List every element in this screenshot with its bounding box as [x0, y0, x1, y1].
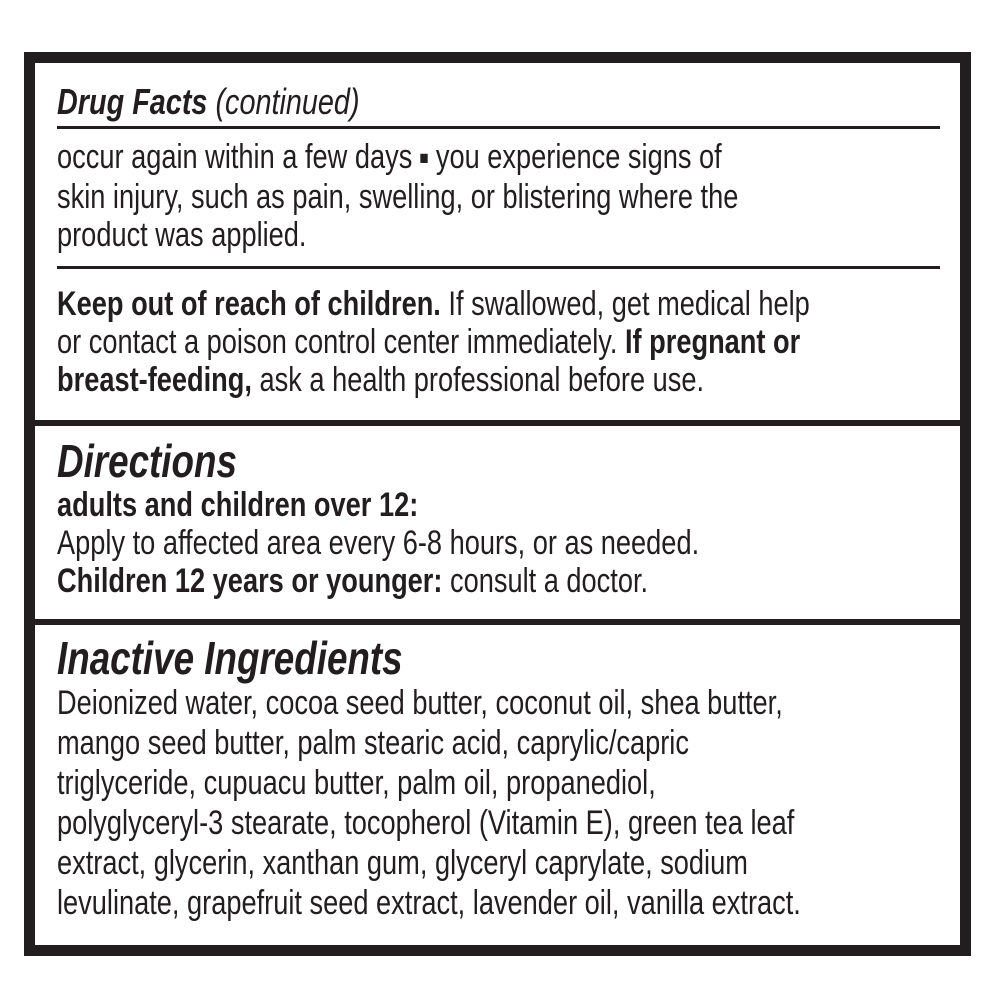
section-rule [57, 266, 940, 269]
directions-subhead: adults and children over 12: [57, 486, 419, 524]
drug-facts-header [57, 83, 763, 121]
keep-out-paragraph [57, 285, 940, 399]
square-bullet-icon: ■ [419, 148, 429, 169]
drug-facts-title: Drug Facts [57, 81, 208, 122]
warnings-section [35, 83, 960, 399]
inactive-ingredients-section [35, 625, 960, 923]
keep-out-line: or contact a poison control center immediately. If pregnant or [57, 323, 801, 361]
directions-line: Apply to affected area every 6-8 hours, or as needed. [57, 524, 700, 562]
drug-facts-label [24, 52, 971, 956]
symptoms-line: product was applied. [57, 216, 307, 254]
inactive-ingredients-heading: Inactive Ingredients [57, 632, 403, 684]
inactive-ingredients-paragraph [57, 683, 940, 923]
keep-out-line: Keep out of reach of children. If swallowed, get medical help [57, 285, 810, 323]
ingredients-line: levulinate, grapefruit seed extract, lavender oil, vanilla extract. [57, 884, 801, 922]
header-rule [57, 126, 940, 129]
continued-note: (continued) [215, 81, 360, 122]
symptoms-paragraph [57, 138, 940, 254]
ingredients-line: extract, glycerin, xanthan gum, glyceryl caprylate, sodium [57, 844, 748, 882]
ingredients-line: mango seed butter, palm stearic acid, caprylic/capric [57, 724, 689, 762]
directions-line: Children 12 years or younger: consult a doctor. [57, 562, 649, 600]
ingredients-line: polyglyceryl-3 stearate, tocopherol (Vitamin E), green tea leaf [57, 804, 795, 842]
directions-section [35, 426, 960, 600]
ingredients-line: triglyceride, cupuacu butter, palm oil, propanediol, [57, 764, 656, 802]
symptoms-line: occur again within a few days ■ you experience signs of [57, 138, 722, 176]
symptoms-line: skin injury, such as pain, swelling, or blistering where the [57, 178, 739, 216]
directions-heading: Directions [57, 435, 237, 487]
keep-out-line: breast-feeding, ask a health professional before use. [57, 361, 705, 399]
ingredients-line: Deionized water, cocoa seed butter, coconut oil, shea butter, [57, 684, 783, 722]
